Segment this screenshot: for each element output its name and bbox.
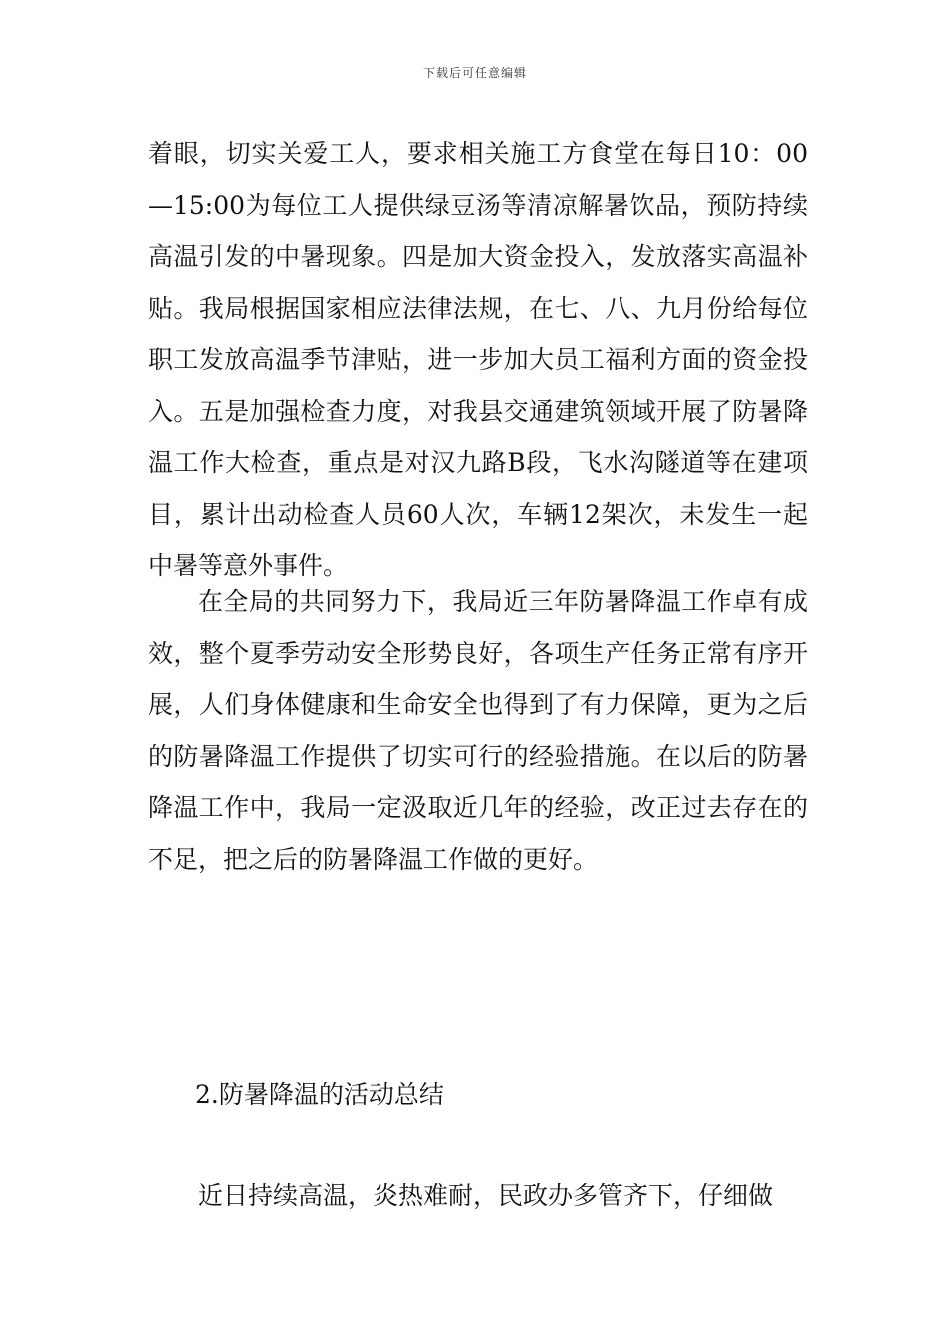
page-header: 下载后可任意编辑 <box>422 66 527 80</box>
paragraph-2 <box>148 576 808 885</box>
paragraph-2-text: 在全局的共同努力下，我局近三年防暑降温工作卓有成效，整个夏季劳动安全形势良好，各项生产任务正常有序开展，人们身体健康和生命安全也得到了有力保障，更为之后的防暑降温工作提供了切实可行的经验措施。在以后的防暑降温工作中，我局一定汲取近几年的经验，改正过去存在的不足，把之后的防暑降温工作做的更好。 <box>148 587 808 874</box>
paragraph-1 <box>148 128 808 592</box>
paragraph-3: 近日持续高温，炎热难耐，民政办多管齐下，仔细做 <box>198 1181 774 1210</box>
paragraph-1-text: 着眼，切实关爱工人，要求相关施工方食堂在每日10：00—15:00为每位工人提供绿豆汤等清凉解暑饮品，预防持续高温引发的中暑现象。四是加大资金投入，发放落实高温补贴。我局根据国家相应法律法规，在七、八、九月份给每位职工发放高温季节津贴，进一步加大员工福利方面的资金投入。五是加强检查力度，对我县交通建筑领域开展了防暑降温工作大检查，重点是对汉九路B段，飞水沟隧道等在建项目，累计出动检查人员60人次，车辆12架次，未发生一起中暑等意外事件。 <box>148 139 808 580</box>
section-heading: 2.防暑降温的活动总结 <box>195 1080 444 1109</box>
